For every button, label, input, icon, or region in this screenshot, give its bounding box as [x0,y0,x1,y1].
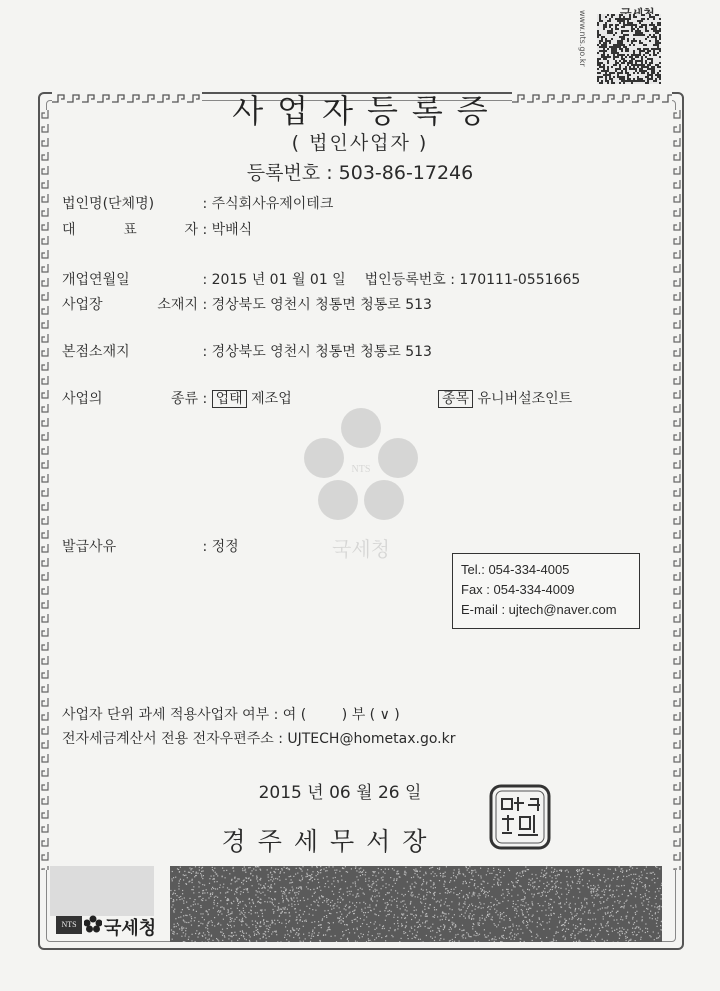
nts-logo-mark: NTS [56,916,82,934]
fret-pattern-side-right [672,110,682,870]
field-label: 사업장 소재지 [62,297,198,313]
document-subtitle: ( 법인사업자 ) [291,132,429,154]
field-label: 본점소재지 [62,344,130,360]
registration-number [0,158,720,185]
field-business-address: 사업장 소재지 : 경상북도 영천시 청통면 청통로 513 [62,294,432,314]
issuing-office: 경주세무서장 [221,827,439,856]
item-tag: 종목 [438,390,473,408]
field-business-type: 사업의 종류 : 업태 제조업 [62,388,292,408]
registration-value: 503-86-17246 [338,162,474,184]
contact-tel: Tel.: 054-334-4005 [461,562,570,577]
contact-email: E-mail : ujtech@naver.com [461,602,617,617]
qr-side-url: www.nts.go.kr [578,10,587,67]
contact-fax: Fax : 054-334-4009 [461,582,575,597]
document-title: 사업자등록증 [232,92,502,130]
nts-flower-icon [84,914,102,934]
issue-date: 2015 년 06 월 26 일 [258,783,422,803]
field-corp-name: 법인명(단체명) : 주식회사유제이테크 [62,193,333,213]
corp-reg-value: 170111-0551665 [459,272,581,288]
field-value: 경상북도 영천시 청통면 청통로 513 [211,344,432,360]
category-value: 제조업 [251,391,292,407]
field-representative: 대 표 자 : 박배식 [62,219,252,239]
field-label: 개업연월일 [62,272,130,288]
field-head-office: 본점소재지 : 경상북도 영천시 청통면 청통로 513 [62,341,432,361]
field-value: 박배식 [211,222,253,238]
tax-unit-line: 사업자 단위 과세 적용사업자 여부 : 여 ( ) 부 ( ∨ ) [62,707,400,723]
field-label: 사업의 종류 [62,391,198,407]
field-item [438,388,572,408]
field-value: 정정 [211,539,239,555]
field-label: 발급사유 [62,539,117,555]
field-label: 대 표 자 [62,222,198,238]
registration-separator: : [320,162,339,184]
field-issue-reason: 발급사유 : 정정 [62,536,239,556]
registration-label: 등록번호 [246,162,321,184]
seal-text: NTS [351,464,371,475]
item-value: 유니버설조인트 [477,391,573,407]
scan-blank-area [50,866,154,916]
field-opening-date: 개업연월일 : 2015 년 01 월 01 일 법인등록번호 : 170111-0551665 [62,269,580,289]
e-invoice-line: 전자세금계산서 전용 전자우편주소 : UJTECH@hometax.go.kr [62,731,456,747]
fret-pattern-side-left [40,110,50,870]
qr-code [597,14,661,84]
field-label: 법인명(단체명) [62,196,155,212]
seal-caption: 국세청 [332,537,390,561]
nts-logo-text: 국세청 [104,918,157,939]
field-value: 2015 년 01 월 01 일 [211,272,346,288]
field-value: 주식회사유제이테크 [211,196,334,212]
security-pattern [170,866,662,942]
official-stamp [488,783,552,851]
category-tag: 업태 [212,390,247,408]
nts-watermark-seal [296,396,426,566]
field-value: 경상북도 영천시 청통면 청통로 513 [211,297,432,313]
corp-reg-label: 법인등록번호 [364,272,446,288]
contact-box [452,553,640,629]
